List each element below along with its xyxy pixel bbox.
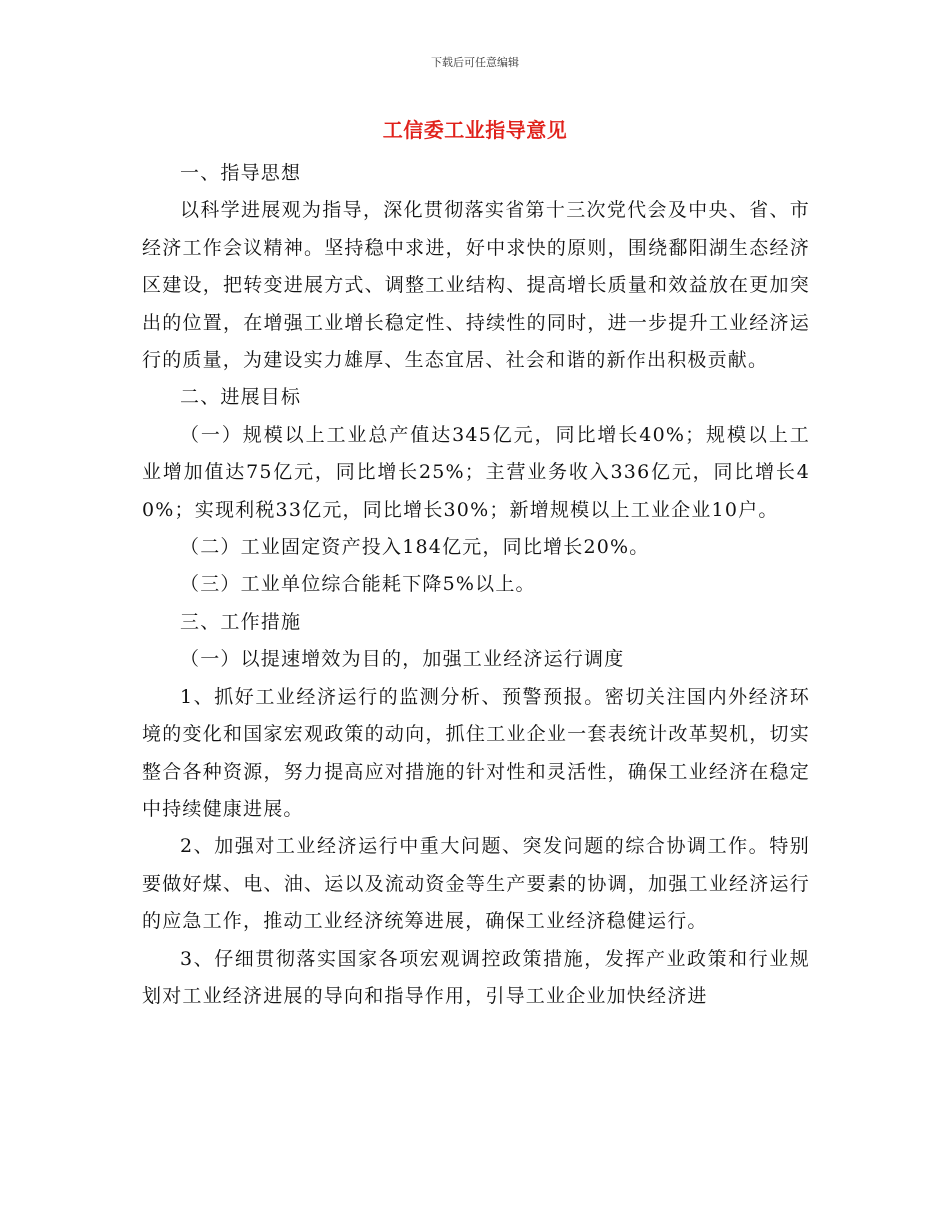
paragraph-measure-1-2: 2、加强对工业经济运行中重大问题、突发问题的综合协调工作。特别要做好煤、电、油、运以及流动资金等生产要素的协调，加强工业经济运行的应急工作，推动工业经济统筹进展，确保工业经济稳健运行。 xyxy=(142,835,810,933)
subheading-measure-1: （一）以提速增效为目的，加强工业经济运行调度 xyxy=(180,648,625,671)
paragraph-goal-3: （三）工业单位综合能耗下降5%以上。 xyxy=(180,573,536,596)
section-heading-guiding-ideology: 一、指导思想 xyxy=(180,162,302,184)
document-title: 工信委工业指导意见 xyxy=(382,118,568,142)
paragraph-measure-1-3: 3、仔细贯彻落实国家各项宏观调控政策措施，发挥产业政策和行业规划对工业经济进展的导向和指导作用，引导工业企业加快经济进 xyxy=(142,947,810,1007)
section-heading-work-measures: 三、工作措施 xyxy=(180,610,302,633)
paragraph-goal-1: （一）规模以上工业总产值达345亿元，同比增长40%；规模以上工业增加值达75亿元，同比增长25%；主营业务收入336亿元，同比增长40%；实现利税33亿元，同比增长30%；新增规模以上工业企业10户。 xyxy=(142,423,810,521)
section-heading-development-goals: 二、进展目标 xyxy=(180,386,302,409)
header-note: 下载后可任意编辑 xyxy=(431,56,519,69)
paragraph-goal-2: （二）工业固定资产投入184亿元，同比增长20%。 xyxy=(180,536,650,559)
document-body xyxy=(142,155,810,1015)
paragraph-measure-1-1: 1、抓好工业经济运行的监测分析、预警预报。密切关注国内外经济环境的变化和国家宏观政策的动向，抓住工业企业一套表统计改革契机，切实整合各种资源，努力提高应对措施的针对性和灵活性，确保工业经济在稳定中持续健康进展。 xyxy=(142,685,810,820)
paragraph-guiding-ideology: 以科学进展观为指导，深化贯彻落实省第十三次党代会及中央、省、市经济工作会议精神。坚持稳中求进，好中求快的原则，围绕鄱阳湖生态经济区建设，把转变进展方式、调整工业结构、提高增长质量和效益放在更加突出的位置，在增强工业增长稳定性、持续性的同时，进一步提升工业经济运行的质量，为建设实力雄厚、生态宜居、社会和谐的新作出积极贡献。 xyxy=(142,199,810,372)
